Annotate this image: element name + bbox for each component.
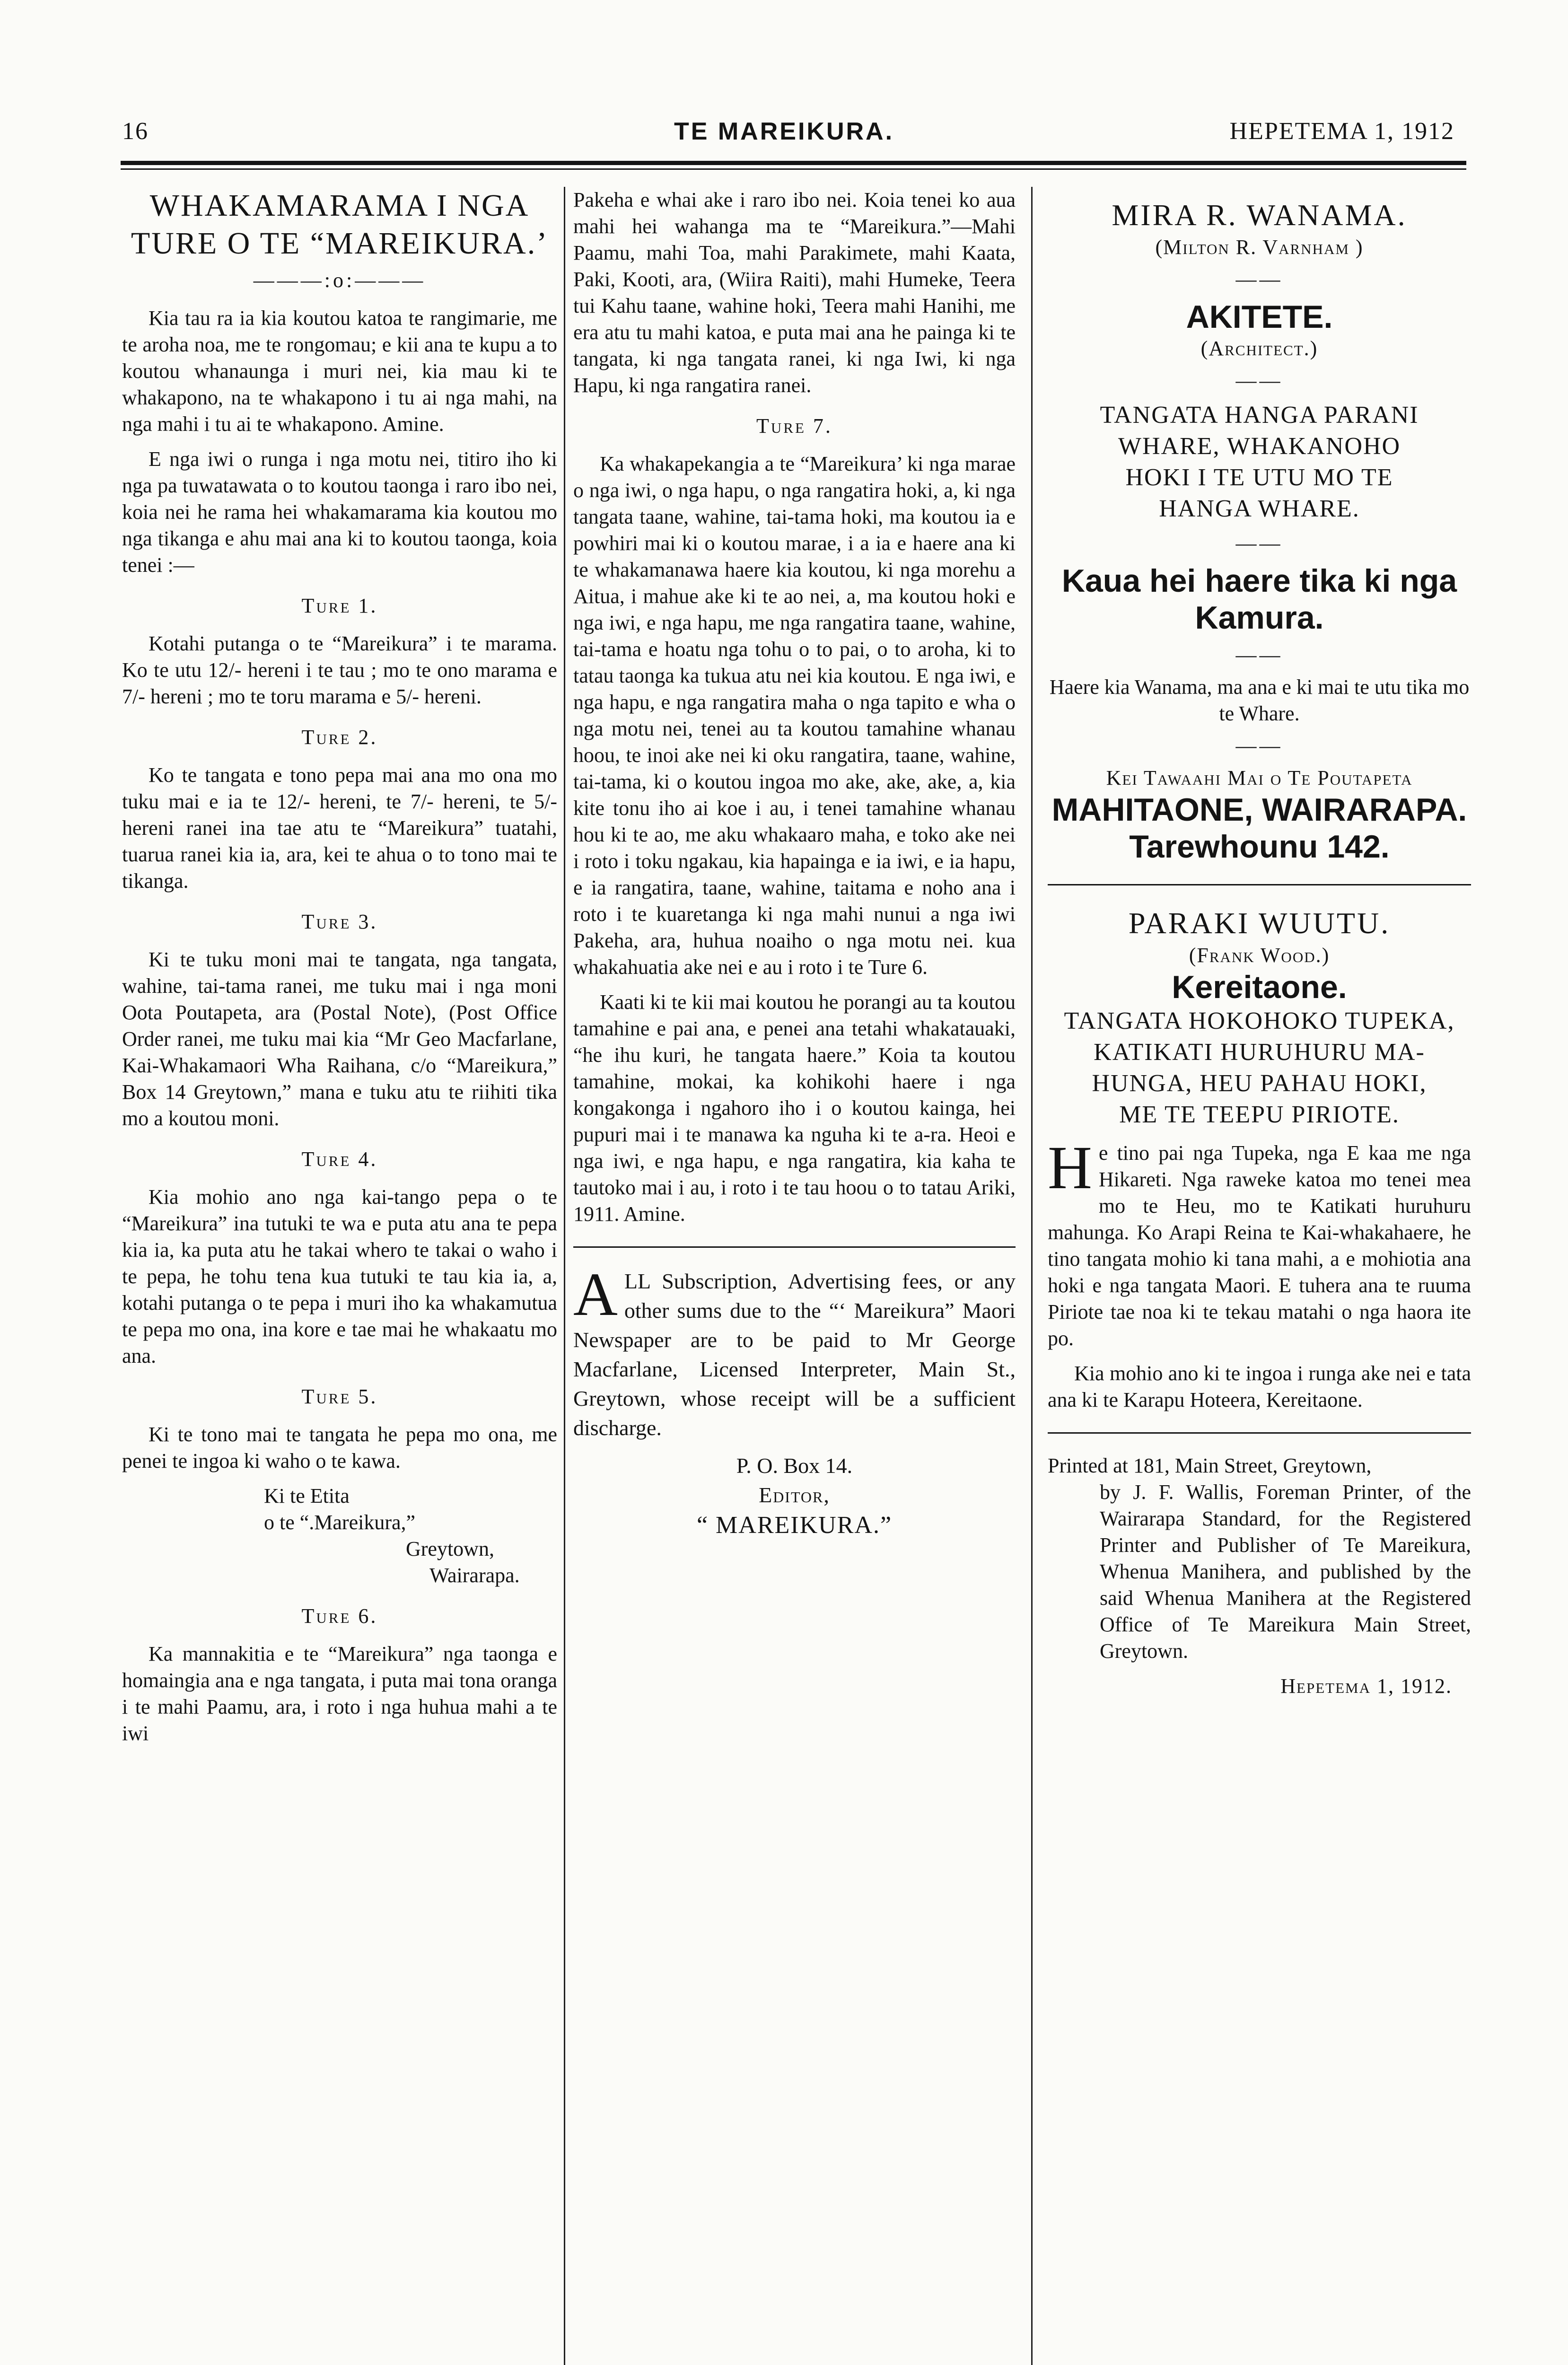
tobacconist-line-2: KATIKATI HURUHURU MA-: [1094, 1039, 1425, 1066]
imprint-first-line: Printed at 181, Main Street, Greytown,: [1048, 1454, 1372, 1477]
rule-6-text: Ka mannakitia e te “Mareikura” nga taonga e homaingia ana e nga tangata, i puta mai tona oranga i te mahi Paamu, ara, i roto i nga huhua mahi a te iwi: [122, 1642, 557, 1745]
subscription-notice: [573, 1261, 1016, 1541]
architect-name: MIRA R. WANAMA.: [1112, 198, 1407, 232]
rule-6-continued: Pakeha e whai ake i raro ibo nei. Koia tenei ko aua mahi hei wahanga ma te “Mareikura.”—Mahi Paamu, mahi Toa, mahi Parakimete, mahi Kaata, Paki, Kooti, ara, (Wiira Raiti), mahi Humeke, Teera tui Kahu taane, wahine hoki, Teera mahi Hanihi, me era atu tu mahi katoa, e puta mai ana he painga ki te tangata, ki nga tangata ranei, ki nga Iwi, ki nga Hapu, ki nga rangatira ranei.: [573, 188, 1016, 397]
rule-2-heading: Ture 2.: [301, 726, 378, 749]
address-line-2: o te “.Mareikura,”: [264, 1511, 416, 1534]
rule-4-heading: Ture 4.: [301, 1147, 378, 1171]
dash-1: ——: [1235, 268, 1283, 291]
header-rule-thin: [121, 168, 1466, 170]
rule-1-text: Kotahi putanga o te “Mareikura” i te marama. Ko te utu 12/- hereni i te tau ; mo te ono marama e 7/- hereni ; mo te toru marama e 5/- hereni.: [122, 632, 557, 708]
ad-divider-2: [1048, 1432, 1471, 1434]
rule-2-text: Ko te tangata e tono pepa mai ana mo ona mo tuku mai e ia te 12/- hereni, te 7/- hereni, te 5/- hereni ranei ina tae atu te “Mareikura” tuatahi, tuarua ranei kia ia, ara, kei te ahua o to tono mai te tikanga.: [122, 763, 557, 893]
imprint-text: by J. F. Wallis, Foreman Printer, of the Wairarapa Standard, for the Registered Printer and Publisher of Te Mareikura, Whenua Manihera, and published by the said Whenua Manihera at the Registered Office of Te Mareikura Main Street, Greytown.: [1100, 1480, 1471, 1663]
intro-paragraph-2: E nga iwi o runga i nga motu nei, titiro iho ki nga pa tuwatawata o to koutou taonga i raro ibo nei, koia nei he rama hei whakamarama kia koutou mo nga tikanga e ahu mai ana ki to koutou taonga, koia tenei :—: [122, 447, 557, 577]
section-rule: [573, 1246, 1016, 1248]
rules-heading-line1: WHAKAMARAMA I NGA: [149, 188, 530, 223]
telephone-number: Tarewhounu 142.: [1129, 829, 1390, 865]
tobacconist-line-3: HUNGA, HEU PAHAU HOKI,: [1092, 1070, 1427, 1097]
issue-date: HEPETEMA 1, 1912: [1229, 118, 1454, 145]
ad-divider-1: [1048, 884, 1471, 885]
intro-paragraph-1: Kia tau ra ia kia koutou katoa te rangimarie, me te aroha noa, me te rongomau; e kii ana te kupu a to koutou whanaunga i muri nei, kia mau ki te whakapono, na te whakapono i tu ai nga mahi, na nga mahi i tu ai te whakapono. Amine.: [122, 307, 557, 436]
dash-3: ——: [1235, 532, 1283, 555]
kereitaone-heading: Kereitaone.: [1172, 969, 1347, 1005]
rule-5-text: Ki te tono mai te tangata he pepa mo ona, me penei te ingoa ki waho o te kawa.: [122, 1423, 557, 1472]
rule-3-text: Ki te tuku moni mai te tangata, nga tangata, wahine, tai-tama ranei, me tuku mai i nga moni Oota Poutapeta, ara (Postal Note), (Post Office Order ranei, me tuku mai kia “Mr Geo Macfarlane, Kai-Whakamaori Wha Raihana, c/o “Mareikura,” Box 14 Greytown,” mana e tuku atu te riihiti tika mo a koutou moni.: [122, 948, 557, 1130]
tobacconist-line-4: ME TE TEEPU PIRIOTE.: [1119, 1101, 1400, 1128]
paraki-wuutu-name: PARAKI WUUTU.: [1128, 906, 1391, 940]
address-line-1: Ki te Etita: [264, 1484, 350, 1507]
tobacco-dropcap: H: [1048, 1134, 1092, 1202]
architect-english-name: (Milton R. Varnham ): [1155, 236, 1364, 259]
column-divider-2: [1031, 187, 1033, 2365]
subscription-text: LL Subscription, Advertising fees, or any other sums due to the “‘ Mareikura” Maori Newspaper are to be paid to Mr George Macfarlane, Licensed Interpreter, Main St., Greytown, whose receipt will be a sufficient discharge.: [573, 1269, 1016, 1440]
subscription-dropcap: A: [573, 1261, 618, 1329]
tobacco-ad-body: [1048, 1134, 1471, 1352]
imprint-block: [1048, 1453, 1471, 1699]
architect-service-line-2: WHARE, WHAKANOHO: [1118, 433, 1401, 460]
tobacco-ad-text: e tino pai nga Tupeka, nga E kaa me nga Hikareti. Nga raweke katoa mo tenei mea mo te Heu, mo te Katikati huruhuru mahunga. Ko Arapi Reina te Kai-whakahaere, he tino tangata mohio ki tana mahi, a e mohiotia ana hoki e nga tangata Maori. E tuhera ana te ruuma Piriote tae noa ki te tekau matahi o nga haora ite po.: [1048, 1141, 1471, 1350]
rule-7-text: Ka whakapekangia a te “Mareikura’ ki nga marae o nga iwi, o nga hapu, o nga rangatira hoki, a, ki nga tangata taane, wahine, tai-tama hoki, ma koutou ia e powhiri mai ki o koutou marae, i a ia e haere ana ki te whakamanawa haere kia koutou, ki nga morehu a Aitua, i mahue ake ki te ao nei, a, ma koutou hoki e nga iwi, e nga hapu, me nga rangatira taane, wahine, tai-tama e hoatu nga tohu o to pai, o to aroha, ki to tatau taonga ka tukua atu nei kia koutou. E nga iwi, e nga hapu, e nga rangatira maha o nga tapito e wha o nga motu nei, tenei au ta koutou tamahine whanau hoou, te inoi ake nei ki oku rangatira, taane, wahine, tai-tama, ki o koutou ingoa mo ake, ake, ake, a, kia kite tonu iho ai koe i au, i tenei tamahine whanau hou ki te ao, me aku whakaaro maha, e toko ake nei i roto i toku ngakau, kia hapainga e ia iwi, e ia hapu, e ia rangatira, taane, wahine, taitama e noho ana i roto i te kuaretanga ki nga mahi nunui a nga iwi Pakeha, ara, huhua noaiho o nga motu nei. kua whakahuatia ake nei e au i roto i te Ture 6.: [573, 452, 1016, 979]
dash-5: ——: [1235, 734, 1283, 757]
address-note: Kei Tawaahi Mai o Te Poutapeta: [1106, 766, 1413, 789]
architect-label: (Architect.): [1200, 337, 1318, 360]
header-rule-thick: [121, 161, 1466, 165]
rule-1-heading: Ture 1.: [301, 594, 378, 617]
kaua-notice: Kaua hei haere tika ki nga Kamura.: [1061, 563, 1457, 636]
architect-service-line-1: TANGATA HANGA PARANI: [1100, 402, 1419, 429]
paper-title: TE MAREIKURA.: [674, 118, 894, 145]
rule-7-heading: Ture 7.: [756, 414, 832, 438]
frank-wood-name: (Frank Wood.): [1189, 944, 1330, 967]
imprint-date: Hepetema 1, 1912.: [1280, 1674, 1452, 1698]
heading-separator: ———:o:———: [253, 269, 426, 292]
column-1: [122, 187, 557, 1755]
column-3: [1048, 187, 1471, 1708]
address-line-4: Wairarapa.: [429, 1564, 520, 1587]
rule-6-heading: Ture 6.: [301, 1604, 378, 1628]
rule-5-heading: Ture 5.: [301, 1385, 378, 1408]
architect-service-line-3: HOKI I TE UTU MO TE: [1125, 464, 1393, 491]
rule-3-heading: Ture 3.: [301, 910, 378, 933]
tobacconist-line-1: TANGATA HOKOHOKO TUPEKA,: [1064, 1007, 1455, 1034]
club-hotel-note: Kia mohio ano ki te ingoa i runga ake nei e tata ana ki te Karapu Hoteera, Kereitaone.: [1048, 1362, 1471, 1411]
haere-notice: Haere kia Wanama, ma ana e ki mai te utu tika mo te Whare.: [1049, 675, 1470, 725]
dash-2: ——: [1235, 369, 1283, 392]
address-line-3: Greytown,: [406, 1537, 494, 1560]
rules-heading-line2: TURE O TE “MAREIKURA.’: [131, 226, 549, 261]
dash-4: ——: [1235, 643, 1283, 666]
rule-4-text: Kia mohio ano nga kai-tango pepa o te “Mareikura” ina tutuki te wa e puta atu ana te pepa kia ia, ka puta atu he takai whero te takai o waho i te pepa, he tohu tena kua tutuki te tau kia ia, a, kotahi putanga o te pepa i muri iho ka whakamutua te pepa mo ona, ina kore e tae mai he whakaatu mo ana.: [122, 1185, 557, 1367]
closing-paragraph: Kaati ki te kii mai koutou he porangi au ta koutou tamahine e pai ana, e penei ana tetahi whakatauaki, “he ihu kuri, he tangata haere.” Koia ta koutou tamahine, mokai, ka kohikohi haere i nga kongakonga i ngahoro iho i o koutou kainga, hei pupuri mai i te manawa ka nguha ki te a-ra. Heoi e nga iwi, e nga hapu, e nga rangatira, kia kaha te tautoko mai i au, i roto i te tau hoou o to tatau Ariki, 1911. Amine.: [573, 990, 1016, 1226]
column-2: [573, 187, 1016, 1541]
architect-service-line-4: HANGA WHARE.: [1159, 495, 1360, 522]
mahitaone-location: MAHITAONE, WAIRARAPA.: [1051, 792, 1467, 828]
po-box: P. O. Box 14.: [736, 1454, 853, 1478]
page-number: 16: [122, 118, 149, 145]
column-divider-1: [564, 187, 565, 2365]
mareikura-signature: “ MAREIKURA.”: [696, 1512, 893, 1539]
akitete-title: AKITETE.: [1186, 299, 1333, 335]
editor-label: Editor,: [759, 1483, 830, 1507]
